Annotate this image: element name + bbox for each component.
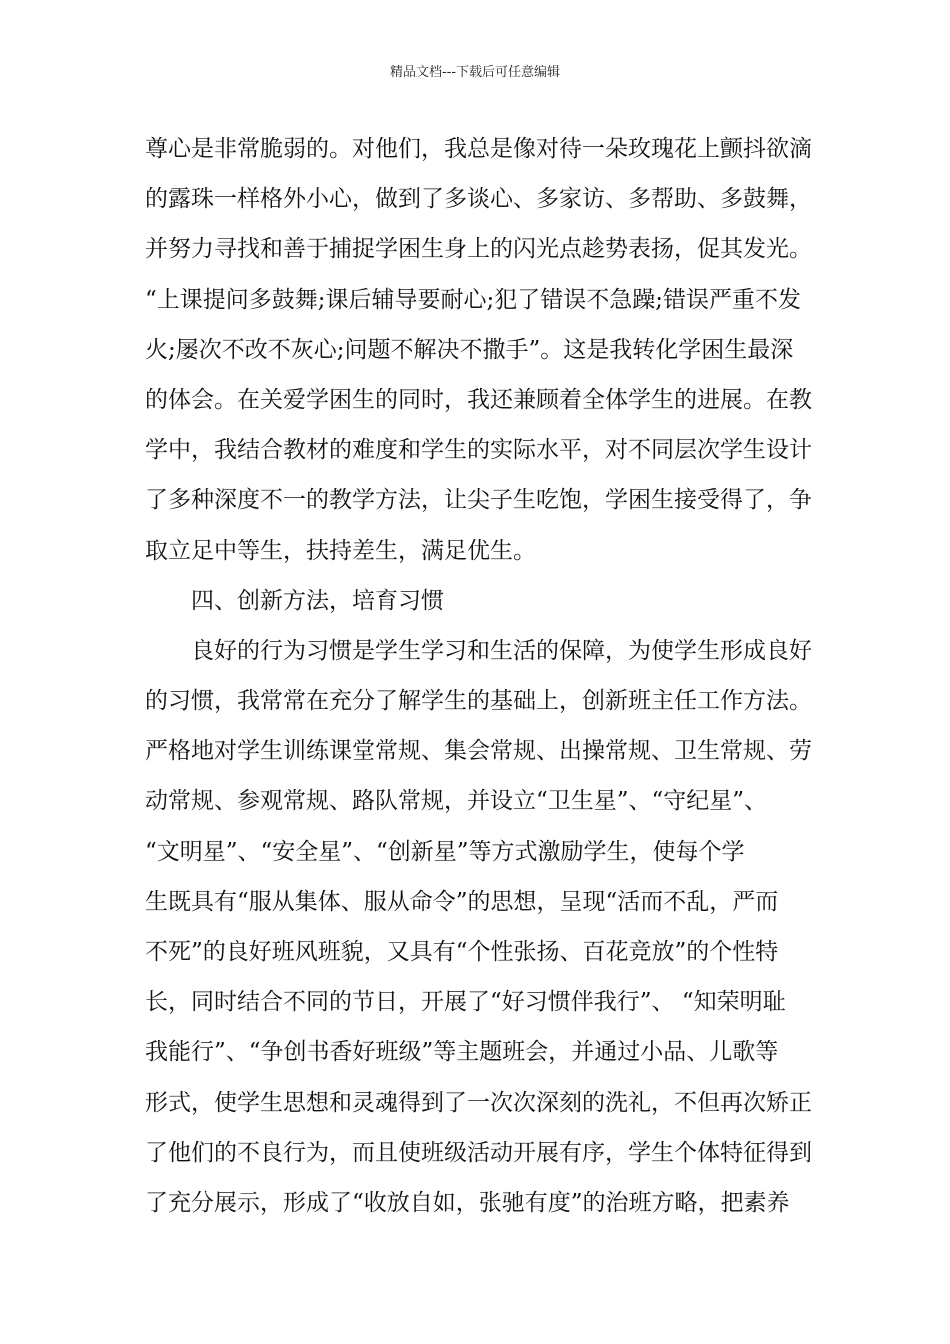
text-line: 学中，我结合教材的难度和学生的实际水平，对不同层次学生设计: [145, 437, 812, 464]
document-body: [145, 124, 815, 1228]
text-line: 生既具有“服从集体、服从命令”的思想，呈现“活而不乱，严而: [145, 888, 779, 915]
text-line: 了他们的不良行为，而且使班级活动开展有序，学生个体特征得到: [145, 1139, 812, 1166]
page-header: 精品文档---下载后可任意编辑: [389, 65, 561, 80]
text-line: 的露珠一样格外小心，做到了多谈心、多家访、多帮助、多鼓舞，: [145, 186, 812, 213]
text-line: 了充分展示，形成了“收放自如，张驰有度”的治班方略，把素养: [145, 1189, 790, 1216]
text-line: “文明星”、“安全星”、“创新星”等方式激励学生，使每个学: [145, 838, 745, 865]
text-line: 形式，使学生思想和灵魂得到了一次次深刻的洗礼，不但再次矫正: [145, 1089, 812, 1116]
text-line: 严格地对学生训练课堂常规、集会常规、出操常规、卫生常规、劳: [145, 738, 812, 765]
text-line: 了多种深度不一的教学方法，让尖子生吃饱，学困生接受得了，争: [145, 487, 812, 514]
text-line: 动常规、参观常规、路队常规，并设立“卫生星”、“守纪星”、: [145, 788, 768, 815]
text-line: “上课提问多鼓舞;课后辅导要耐心;犯了错误不急躁;错误严重不发: [145, 286, 802, 313]
text-line: 取立足中等生，扶持差生，满足优生。: [145, 537, 536, 564]
text-line: 不死”的良好班风班貌，又具有“个性张扬、百花竞放”的个性特: [145, 939, 779, 965]
text-line: 并努力寻找和善于捕捉学困生身上的闪光点趁势表扬，促其发光。: [145, 236, 812, 263]
text-line: 长，同时结合不同的节日，开展了“好习惯伴我行”、 “知荣明耻: [145, 989, 786, 1016]
text-line: 火;屡次不改不灰心;问题不解决不撒手”。这是我转化学困生最深: [145, 336, 794, 363]
text-line: 的习惯，我常常在充分了解学生的基础上，创新班主任工作方法。: [145, 688, 812, 715]
text-line: 尊心是非常脆弱的。对他们，我总是像对待一朵玫瑰花上颤抖欲滴: [145, 136, 812, 162]
text-line: 的体会。在关爱学困生的同时，我还兼顾着全体学生的进展。在教: [145, 386, 812, 413]
section-heading: 四、创新方法，培育习惯: [191, 587, 444, 614]
paragraph-first-line: 良好的行为习惯是学生学习和生活的保障，为使学生形成良好: [191, 637, 812, 664]
text-line: 我能行”、“争创书香好班级”等主题班会，并通过小品、儿歌等: [145, 1039, 779, 1066]
